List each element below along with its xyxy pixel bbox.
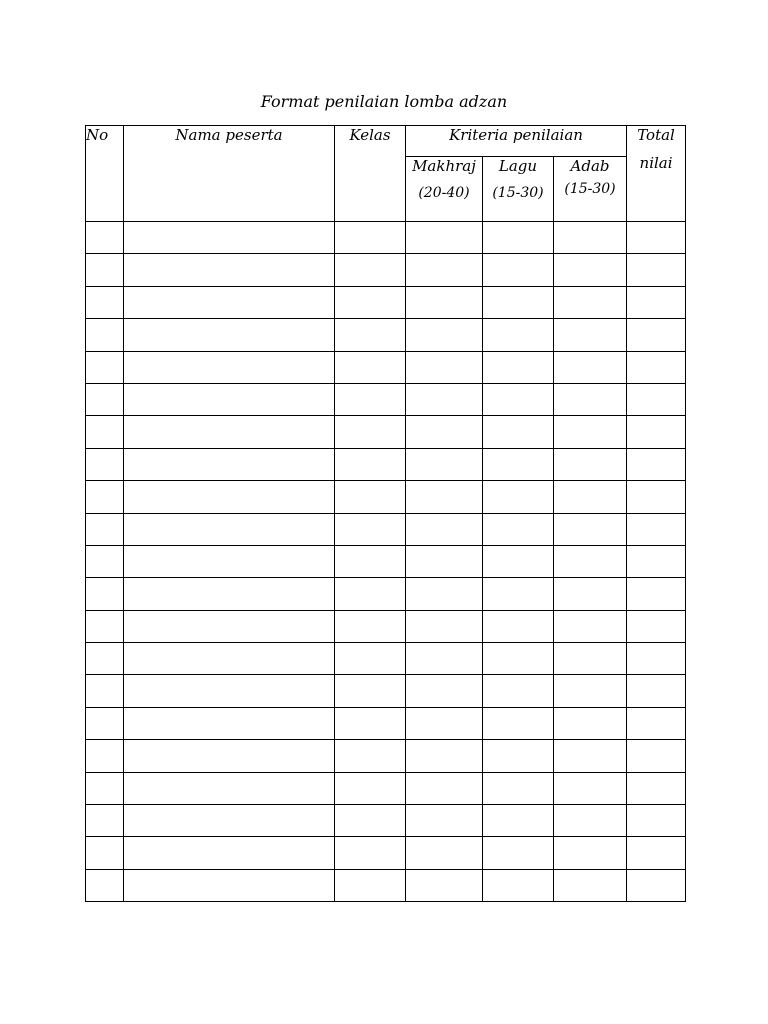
- cell-adab: [554, 351, 627, 383]
- header-lagu: [483, 157, 554, 222]
- table-row: [86, 513, 686, 545]
- cell-nama: [124, 772, 335, 804]
- cell-kelas: [335, 351, 406, 383]
- cell-no: [86, 351, 124, 383]
- cell-lagu: [483, 772, 554, 804]
- cell-makhraj: [406, 319, 483, 351]
- criteria-range: (15-30): [492, 185, 544, 201]
- cell-nama: [124, 805, 335, 837]
- cell-lagu: [483, 222, 554, 254]
- cell-lagu: [483, 545, 554, 577]
- cell-kelas: [335, 805, 406, 837]
- cell-lagu: [483, 740, 554, 772]
- table-row: [86, 383, 686, 415]
- cell-lagu: [483, 383, 554, 415]
- cell-no: [86, 707, 124, 739]
- cell-makhraj: [406, 707, 483, 739]
- cell-nama: [124, 254, 335, 286]
- cell-makhraj: [406, 610, 483, 642]
- table-body: [86, 222, 686, 902]
- cell-no: [86, 481, 124, 513]
- cell-nama: [124, 837, 335, 869]
- cell-makhraj: [406, 448, 483, 480]
- table-row: [86, 772, 686, 804]
- cell-adab: [554, 837, 627, 869]
- cell-adab: [554, 481, 627, 513]
- cell-kelas: [335, 772, 406, 804]
- table-row: [86, 707, 686, 739]
- cell-kelas: [335, 416, 406, 448]
- table-row: [86, 805, 686, 837]
- table-row: [86, 448, 686, 480]
- cell-total: [627, 545, 686, 577]
- cell-adab: [554, 610, 627, 642]
- cell-makhraj: [406, 286, 483, 318]
- cell-no: [86, 610, 124, 642]
- cell-lagu: [483, 481, 554, 513]
- cell-no: [86, 286, 124, 318]
- cell-no: [86, 578, 124, 610]
- cell-total: [627, 383, 686, 415]
- cell-nama: [124, 481, 335, 513]
- cell-total: [627, 707, 686, 739]
- cell-kelas: [335, 513, 406, 545]
- cell-total: [627, 837, 686, 869]
- cell-nama: [124, 707, 335, 739]
- cell-total: [627, 416, 686, 448]
- cell-kelas: [335, 740, 406, 772]
- cell-adab: [554, 545, 627, 577]
- cell-nama: [124, 351, 335, 383]
- cell-makhraj: [406, 869, 483, 901]
- header-nama-peserta: Nama peserta: [124, 126, 335, 222]
- cell-lagu: [483, 513, 554, 545]
- table-row: [86, 319, 686, 351]
- cell-kelas: [335, 837, 406, 869]
- cell-adab: [554, 319, 627, 351]
- header-makhraj: [406, 157, 483, 222]
- cell-lagu: [483, 869, 554, 901]
- cell-no: [86, 869, 124, 901]
- cell-kelas: [335, 707, 406, 739]
- cell-total: [627, 869, 686, 901]
- cell-lagu: [483, 643, 554, 675]
- cell-adab: [554, 286, 627, 318]
- table-row: [86, 416, 686, 448]
- cell-lagu: [483, 286, 554, 318]
- cell-nama: [124, 222, 335, 254]
- cell-kelas: [335, 869, 406, 901]
- cell-no: [86, 675, 124, 707]
- table-row: [86, 254, 686, 286]
- cell-makhraj: [406, 740, 483, 772]
- cell-makhraj: [406, 837, 483, 869]
- cell-no: [86, 805, 124, 837]
- cell-kelas: [335, 383, 406, 415]
- criteria-label: Lagu: [498, 157, 538, 175]
- cell-makhraj: [406, 254, 483, 286]
- cell-no: [86, 643, 124, 675]
- cell-lagu: [483, 675, 554, 707]
- cell-nama: [124, 416, 335, 448]
- criteria-label: Makhraj: [412, 157, 476, 175]
- table-row: [86, 222, 686, 254]
- cell-adab: [554, 416, 627, 448]
- cell-no: [86, 772, 124, 804]
- cell-lagu: [483, 319, 554, 351]
- cell-no: [86, 319, 124, 351]
- cell-makhraj: [406, 578, 483, 610]
- cell-nama: [124, 610, 335, 642]
- cell-nama: [124, 675, 335, 707]
- cell-makhraj: [406, 222, 483, 254]
- cell-total: [627, 351, 686, 383]
- cell-kelas: [335, 578, 406, 610]
- table-row: [86, 675, 686, 707]
- cell-total: [627, 286, 686, 318]
- cell-nama: [124, 643, 335, 675]
- header-no: No: [86, 126, 124, 222]
- cell-makhraj: [406, 383, 483, 415]
- cell-no: [86, 545, 124, 577]
- header-adab: [554, 157, 627, 222]
- cell-nama: [124, 286, 335, 318]
- cell-adab: [554, 675, 627, 707]
- header-kriteria-penilaian: Kriteria penilaian: [406, 126, 627, 157]
- table-row: [86, 610, 686, 642]
- cell-kelas: [335, 319, 406, 351]
- cell-kelas: [335, 254, 406, 286]
- cell-total: [627, 643, 686, 675]
- cell-total: [627, 254, 686, 286]
- cell-kelas: [335, 286, 406, 318]
- cell-lagu: [483, 254, 554, 286]
- cell-makhraj: [406, 643, 483, 675]
- table-row: [86, 545, 686, 577]
- cell-lagu: [483, 707, 554, 739]
- cell-makhraj: [406, 513, 483, 545]
- cell-adab: [554, 772, 627, 804]
- cell-lagu: [483, 610, 554, 642]
- cell-kelas: [335, 675, 406, 707]
- cell-kelas: [335, 222, 406, 254]
- cell-nama: [124, 513, 335, 545]
- header-total-line1: Total: [637, 126, 675, 144]
- cell-nama: [124, 319, 335, 351]
- header-total-nilai: [627, 126, 686, 222]
- cell-lagu: [483, 448, 554, 480]
- cell-adab: [554, 448, 627, 480]
- cell-nama: [124, 383, 335, 415]
- cell-adab: [554, 805, 627, 837]
- table-row: [86, 578, 686, 610]
- cell-nama: [124, 578, 335, 610]
- cell-makhraj: [406, 416, 483, 448]
- table-row: [86, 837, 686, 869]
- cell-total: [627, 772, 686, 804]
- cell-no: [86, 383, 124, 415]
- cell-adab: [554, 740, 627, 772]
- cell-lagu: [483, 351, 554, 383]
- page-title: Format penilaian lomba adzan: [260, 92, 508, 111]
- cell-adab: [554, 643, 627, 675]
- cell-lagu: [483, 578, 554, 610]
- cell-kelas: [335, 643, 406, 675]
- cell-no: [86, 837, 124, 869]
- table-row: [86, 643, 686, 675]
- cell-adab: [554, 383, 627, 415]
- criteria-label: Adab: [570, 157, 610, 175]
- cell-nama: [124, 448, 335, 480]
- cell-adab: [554, 707, 627, 739]
- cell-makhraj: [406, 805, 483, 837]
- cell-kelas: [335, 481, 406, 513]
- cell-makhraj: [406, 772, 483, 804]
- criteria-range: (15-30): [564, 181, 616, 197]
- cell-no: [86, 448, 124, 480]
- cell-total: [627, 610, 686, 642]
- cell-total: [627, 222, 686, 254]
- cell-total: [627, 448, 686, 480]
- cell-no: [86, 222, 124, 254]
- table-row: [86, 740, 686, 772]
- cell-nama: [124, 740, 335, 772]
- cell-nama: [124, 869, 335, 901]
- cell-adab: [554, 222, 627, 254]
- header-total-line2: nilai: [639, 154, 673, 172]
- cell-adab: [554, 578, 627, 610]
- cell-total: [627, 481, 686, 513]
- cell-kelas: [335, 610, 406, 642]
- cell-nama: [124, 545, 335, 577]
- cell-no: [86, 254, 124, 286]
- table-row: [86, 351, 686, 383]
- cell-makhraj: [406, 675, 483, 707]
- cell-total: [627, 578, 686, 610]
- cell-total: [627, 319, 686, 351]
- criteria-range: (20-40): [418, 185, 470, 201]
- table-row: [86, 869, 686, 901]
- cell-makhraj: [406, 481, 483, 513]
- cell-lagu: [483, 805, 554, 837]
- cell-lagu: [483, 416, 554, 448]
- cell-adab: [554, 513, 627, 545]
- cell-makhraj: [406, 351, 483, 383]
- table-row: [86, 481, 686, 513]
- table-row: [86, 286, 686, 318]
- cell-total: [627, 740, 686, 772]
- cell-total: [627, 805, 686, 837]
- cell-no: [86, 740, 124, 772]
- cell-kelas: [335, 545, 406, 577]
- cell-no: [86, 513, 124, 545]
- cell-adab: [554, 254, 627, 286]
- cell-adab: [554, 869, 627, 901]
- cell-kelas: [335, 448, 406, 480]
- cell-no: [86, 416, 124, 448]
- cell-total: [627, 513, 686, 545]
- cell-total: [627, 675, 686, 707]
- cell-lagu: [483, 837, 554, 869]
- header-kelas: Kelas: [335, 126, 406, 222]
- cell-makhraj: [406, 545, 483, 577]
- assessment-table: [85, 125, 686, 902]
